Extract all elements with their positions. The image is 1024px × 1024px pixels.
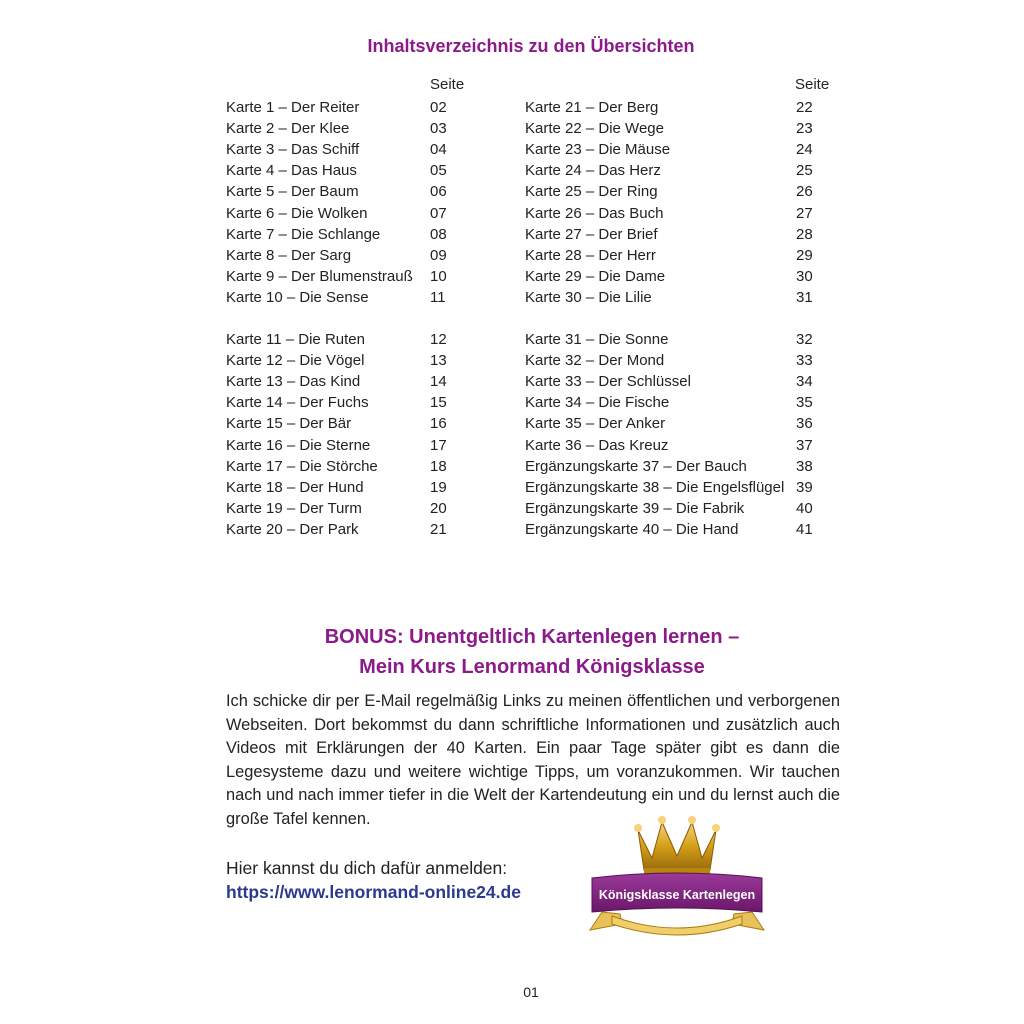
toc-entry[interactable] [525, 203, 855, 224]
toc-entry-label: Karte 1 – Der Reiter [226, 99, 360, 116]
toc-entry[interactable] [226, 350, 496, 371]
toc-entry-label: Ergänzungskarte 39 – Die Fabrik [525, 499, 745, 517]
page-number: 01 [523, 984, 539, 1000]
toc-entry-page: 41 [796, 520, 813, 538]
toc-entry-label: Karte 16 – Die Sterne [226, 436, 371, 454]
toc-entry-label: Karte 7 – Die Schlange [226, 225, 381, 243]
toc-entry-page: 04 [430, 141, 447, 159]
toc-entry-page: 18 [430, 457, 447, 475]
toc-entry-label: Karte 20 – Der Park [226, 520, 359, 538]
page-header-left: Seite [430, 76, 465, 93]
toc-entry-label: Karte 3 – Das Schiff [226, 141, 360, 159]
toc-entry-label: Ergänzungskarte 40 – Die Hand [525, 520, 739, 538]
toc-entry[interactable] [525, 498, 855, 519]
toc-title: Inhaltsverzeichnis zu den Übersichten [367, 36, 695, 56]
toc-entry-page: 05 [430, 162, 447, 180]
toc-entry[interactable] [525, 97, 855, 118]
toc-entry[interactable] [226, 118, 496, 139]
toc-entry-page: 32 [796, 331, 813, 348]
toc-entry[interactable] [525, 329, 855, 350]
toc-entry-label: Karte 28 – Der Herr [525, 246, 656, 264]
toc-entry-label: Karte 4 – Das Haus [226, 162, 357, 180]
toc-entry[interactable] [226, 329, 496, 350]
toc-entry[interactable] [226, 371, 496, 392]
toc-entry-label: Karte 6 – Die Wolken [226, 204, 368, 222]
toc-entry-label: Karte 27 – Der Brief [525, 225, 658, 243]
toc-entry-label: Karte 33 – Der Schlüssel [525, 373, 691, 391]
bonus-body: Ich schicke dir per E-Mail regelmäßig Links zu meinen öffentlichen und verborgenen Webseiten. Dort bekommst du dann schriftliche Informationen und zusätzlich auch Videos mit Erklärungen der 40 Karten. Ein paar Tage später gibt es dann die Legesysteme dazu und weitere wichtige Tipps, um voranzukommen. Wir tauchen nach und nach immer tiefer in die Welt der Kartendeutung ein und du lernst auch die große Tafel kennen. [226, 692, 840, 828]
toc-entry-page: 13 [430, 352, 447, 370]
toc-entry-page: 37 [796, 436, 813, 454]
toc-entry-page: 11 [430, 288, 446, 306]
toc-entry-label: Karte 14 – Der Fuchs [226, 394, 369, 412]
toc-right-column [525, 76, 855, 546]
toc-entry[interactable] [525, 413, 855, 434]
toc-entry-label: Karte 11 – Die Ruten [226, 331, 365, 348]
toc-entry-label: Karte 18 – Der Hund [226, 478, 364, 496]
toc-entry[interactable] [525, 350, 855, 371]
toc-entry[interactable] [226, 498, 496, 519]
toc-entry[interactable] [226, 413, 496, 434]
toc-entry-page: 02 [430, 99, 447, 116]
toc-entry-page: 09 [430, 246, 447, 264]
toc-entry-page: 16 [430, 415, 447, 433]
toc-entry-label: Karte 23 – Die Mäuse [525, 141, 671, 159]
bonus-title-line1: BONUS: Unentgeltlich Kartenlegen lernen – [324, 626, 740, 648]
toc-entry-label: Karte 30 – Die Lilie [525, 288, 652, 306]
toc-entry[interactable] [525, 477, 855, 498]
bonus-title-line2: Mein Kurs Lenormand Königsklasse [359, 656, 705, 678]
toc-entry-page: 28 [796, 225, 813, 243]
toc-entry-page: 19 [430, 478, 447, 496]
toc-entry-label: Karte 31 – Die Sonne [525, 331, 669, 348]
toc-entry-page: 39 [796, 478, 813, 496]
toc-entry-label: Karte 32 – Der Mond [525, 352, 665, 370]
toc-entry-label: Karte 13 – Das Kind [226, 373, 361, 391]
toc-entry-page: 34 [796, 373, 813, 391]
toc-entry-label: Ergänzungskarte 37 – Der Bauch [525, 457, 747, 475]
toc-entry-label: Karte 29 – Die Dame [525, 267, 666, 285]
toc-entry-page: 40 [796, 499, 813, 517]
toc-entry[interactable] [226, 456, 496, 477]
toc-entry-page: 31 [796, 288, 813, 306]
signup-link[interactable]: https://www.lenormand-online24.de [226, 882, 521, 902]
toc-entry-page: 12 [430, 331, 447, 348]
toc-entry-label: Karte 8 – Der Sarg [226, 246, 352, 264]
toc-entry-page: 03 [430, 120, 447, 138]
toc-entry-label: Karte 2 – Der Klee [226, 120, 350, 138]
bonus-title [200, 622, 864, 682]
toc-entry-page: 25 [796, 162, 813, 180]
toc-entry[interactable] [525, 519, 855, 540]
badge-label: Königsklasse Kartenlegen [598, 888, 756, 902]
toc-entry-page: 06 [430, 183, 447, 201]
toc-entry[interactable] [525, 287, 855, 308]
toc-entry-label: Karte 26 – Das Buch [525, 204, 664, 222]
toc-entry[interactable] [525, 456, 855, 477]
crown-icon [582, 812, 772, 942]
toc-entry[interactable] [525, 266, 855, 287]
toc-entry-page: 22 [796, 99, 813, 116]
toc-entry[interactable] [226, 181, 496, 202]
toc-entry-page: 21 [430, 520, 447, 538]
toc-entry-label: Ergänzungskarte 38 – Die Engelsflügel [525, 478, 785, 496]
toc-entry[interactable] [525, 118, 855, 139]
signup-text: Hier kannst du dich dafür anmelden: [226, 858, 508, 878]
toc-entry[interactable] [525, 392, 855, 413]
toc-entry-label: Karte 5 – Der Baum [226, 183, 359, 201]
toc-entry-label: Karte 9 – Der Blumenstrauß [226, 267, 413, 285]
toc-entry-page: 20 [430, 499, 447, 517]
koenigsklasse-badge[interactable] [582, 812, 772, 942]
toc-entry-page: 23 [796, 120, 813, 138]
toc-entry[interactable] [226, 266, 496, 287]
toc-entry[interactable] [226, 392, 496, 413]
toc-entry[interactable] [525, 224, 855, 245]
toc-entry-label: Karte 12 – Die Vögel [226, 352, 365, 370]
toc-entry-label: Karte 35 – Der Anker [525, 415, 666, 433]
toc-entry-page: 29 [796, 246, 813, 264]
toc-entry-page: 07 [430, 204, 447, 222]
toc-entry-label: Karte 25 – Der Ring [525, 183, 658, 201]
toc-entry[interactable] [226, 435, 496, 456]
toc-entry-label: Karte 36 – Das Kreuz [525, 436, 669, 454]
toc-entry[interactable] [226, 287, 496, 308]
toc-entry-page: 26 [796, 183, 813, 201]
toc-entry[interactable] [226, 203, 496, 224]
toc-entry-label: Karte 24 – Das Herz [525, 162, 661, 180]
toc-left-column [226, 76, 496, 546]
toc-entry[interactable] [525, 160, 855, 181]
toc-entry[interactable] [525, 181, 855, 202]
toc-entry-page: 35 [796, 394, 813, 412]
toc-entry[interactable] [226, 519, 496, 540]
toc-entry-page: 27 [796, 204, 813, 222]
page-header-right: Seite [795, 76, 830, 93]
toc-entry[interactable] [226, 477, 496, 498]
toc-entry-label: Karte 17 – Die Störche [226, 457, 378, 475]
toc-entry-label: Karte 34 – Die Fische [525, 394, 670, 412]
toc-entry-label: Karte 19 – Der Turm [226, 499, 362, 517]
toc-entry-page: 38 [796, 457, 813, 475]
toc-entry-label: Karte 22 – Die Wege [525, 120, 664, 138]
toc-entry[interactable] [525, 371, 855, 392]
toc-entry[interactable] [226, 97, 496, 118]
toc-entry-page: 10 [430, 267, 447, 285]
toc-entry-label: Karte 15 – Der Bär [226, 415, 352, 433]
toc-entry[interactable] [226, 160, 496, 181]
toc-entry[interactable] [525, 435, 855, 456]
toc-entry-page: 17 [430, 436, 447, 454]
toc-entry-page: 24 [796, 141, 813, 159]
toc-entry-label: Karte 21 – Der Berg [525, 99, 659, 116]
toc-entry-page: 15 [430, 394, 447, 412]
toc-entry[interactable] [226, 245, 496, 266]
toc-entry[interactable] [525, 139, 855, 160]
toc-entry[interactable] [226, 224, 496, 245]
toc-entry-page: 14 [430, 373, 447, 391]
toc-entry-page: 08 [430, 225, 447, 243]
toc-entry-page: 33 [796, 352, 813, 370]
toc-entry[interactable] [226, 139, 496, 160]
toc-entry-page: 30 [796, 267, 813, 285]
toc-entry-page: 36 [796, 415, 813, 433]
toc-entry-label: Karte 10 – Die Sense [226, 288, 369, 306]
toc-entry[interactable] [525, 245, 855, 266]
